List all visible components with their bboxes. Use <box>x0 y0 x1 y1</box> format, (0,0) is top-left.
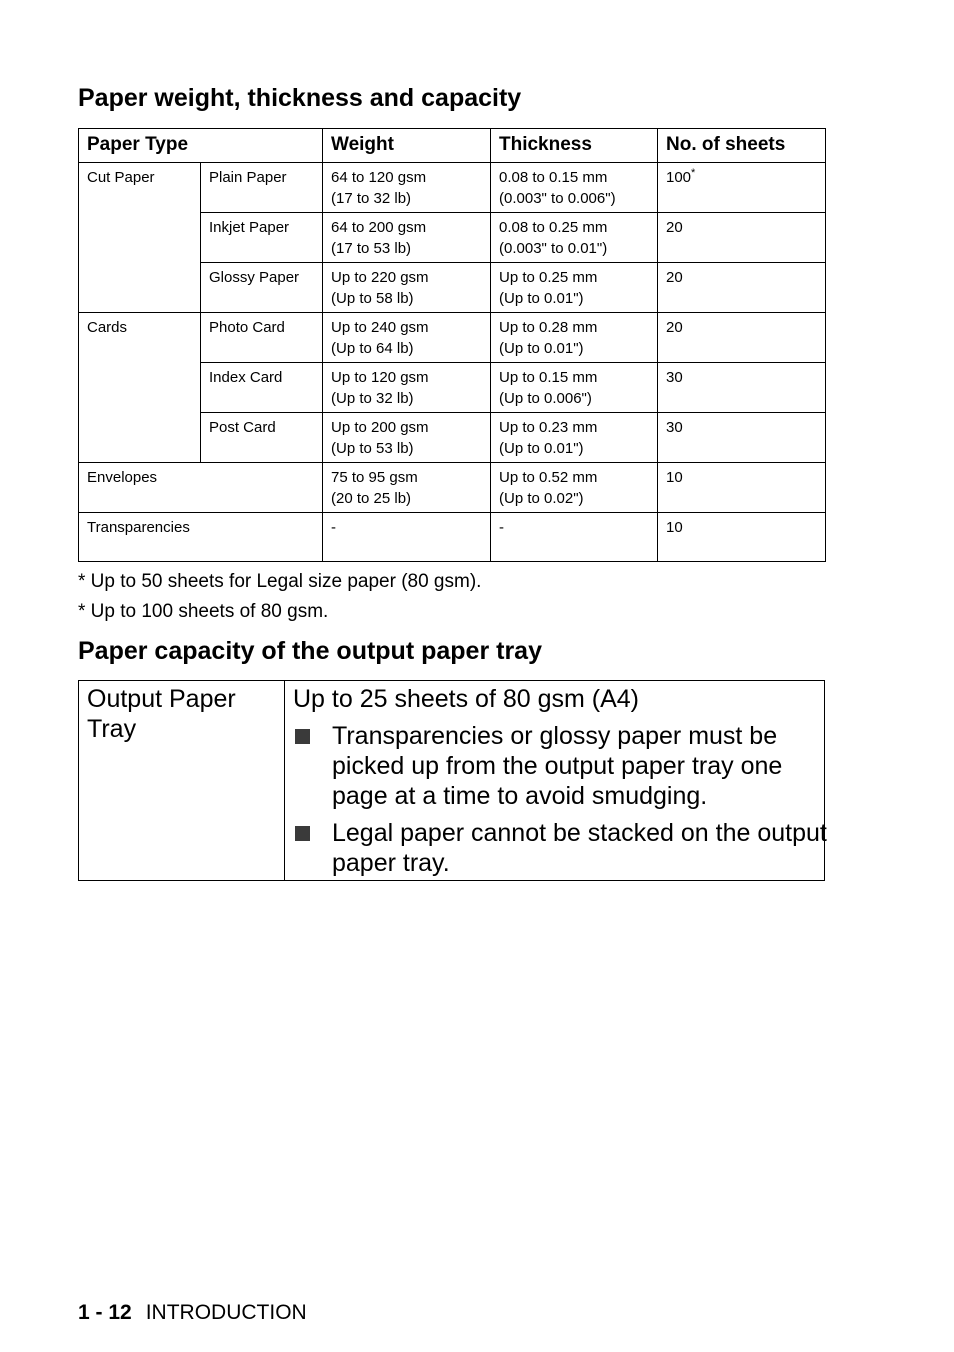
sheets-cell: 30 <box>658 413 826 463</box>
paper-spec-table <box>78 128 826 562</box>
weight-cell: Up to 200 gsm (Up to 53 lb) <box>323 413 491 463</box>
header-weight: Weight <box>323 129 491 163</box>
table-header-row <box>79 129 826 163</box>
group-cell: Envelopes <box>79 463 323 513</box>
thickness-cell: Up to 0.28 mm (Up to 0.01") <box>491 313 658 363</box>
thickness-cell: Up to 0.23 mm (Up to 0.01") <box>491 413 658 463</box>
group-cell: Cards <box>79 313 201 463</box>
page-number: 1 - 12 <box>78 1301 132 1324</box>
table-row <box>79 313 826 363</box>
sheets-cell: 10 <box>658 513 826 562</box>
section-heading-paper-weight: Paper weight, thickness and capacity <box>78 84 522 112</box>
sheets-cell: 30 <box>658 363 826 413</box>
thickness-cell: 0.08 to 0.15 mm (0.003" to 0.006") <box>491 163 658 213</box>
group-cell: Cut Paper <box>79 163 201 313</box>
list-item: Legal paper cannot be stacked on the output paper tray. <box>293 818 823 878</box>
weight-cell: 64 to 200 gsm (17 to 53 lb) <box>323 213 491 263</box>
weight-cell: 64 to 120 gsm (17 to 32 lb) <box>323 163 491 213</box>
thickness-cell: 0.08 to 0.25 mm (0.003" to 0.01") <box>491 213 658 263</box>
header-no-of-sheets: No. of sheets <box>658 129 826 163</box>
sheets-cell: 20 <box>658 213 826 263</box>
thickness-cell: Up to 0.25 mm (Up to 0.01") <box>491 263 658 313</box>
header-thickness: Thickness <box>491 129 658 163</box>
page-footer <box>78 1301 307 1325</box>
type-cell: Post Card <box>201 413 323 463</box>
footnote-mark: * <box>691 167 696 179</box>
output-tray-details <box>293 684 827 878</box>
type-cell: Photo Card <box>201 313 323 363</box>
type-cell: Glossy Paper <box>201 263 323 313</box>
thickness-cell: Up to 0.15 mm (Up to 0.006") <box>491 363 658 413</box>
list-item: Transparencies or glossy paper must be picked up from the output paper tray one page at a time to avoid smudging. <box>293 721 823 811</box>
square-bullet-icon <box>295 729 310 744</box>
weight-cell: - <box>323 513 491 562</box>
group-cell: Transparencies <box>79 513 323 562</box>
type-cell: Inkjet Paper <box>201 213 323 263</box>
output-tray-label: Output Paper Tray <box>87 685 236 743</box>
capacity-text: Up to 25 sheets of 80 gsm (A4) <box>293 685 640 713</box>
type-cell: Index Card <box>201 363 323 413</box>
type-cell: Plain Paper <box>201 163 323 213</box>
square-bullet-icon <box>295 826 310 841</box>
sheets-cell: 20 <box>658 263 826 313</box>
table-row <box>79 463 826 513</box>
thickness-cell: Up to 0.52 mm (Up to 0.02") <box>491 463 658 513</box>
column-divider <box>284 681 285 880</box>
table-row <box>79 163 826 213</box>
header-paper-type: Paper Type <box>79 129 323 163</box>
sheets-cell: 100* <box>658 163 826 213</box>
weight-cell: Up to 220 gsm (Up to 58 lb) <box>323 263 491 313</box>
sheets-cell: 20 <box>658 313 826 363</box>
chapter-name: INTRODUCTION <box>145 1301 307 1324</box>
weight-cell: Up to 120 gsm (Up to 32 lb) <box>323 363 491 413</box>
table-row <box>79 513 826 562</box>
thickness-cell: - <box>491 513 658 562</box>
sheets-cell: 10 <box>658 463 826 513</box>
weight-cell: Up to 240 gsm (Up to 64 lb) <box>323 313 491 363</box>
footnote: * Up to 50 sheets for Legal size paper (80 gsm). <box>78 571 482 592</box>
weight-cell: 75 to 95 gsm (20 to 25 lb) <box>323 463 491 513</box>
section-heading-output-tray: Paper capacity of the output paper tray <box>78 637 542 665</box>
footnote: * Up to 100 sheets of 80 gsm. <box>78 601 329 622</box>
output-tray-table <box>78 680 825 881</box>
